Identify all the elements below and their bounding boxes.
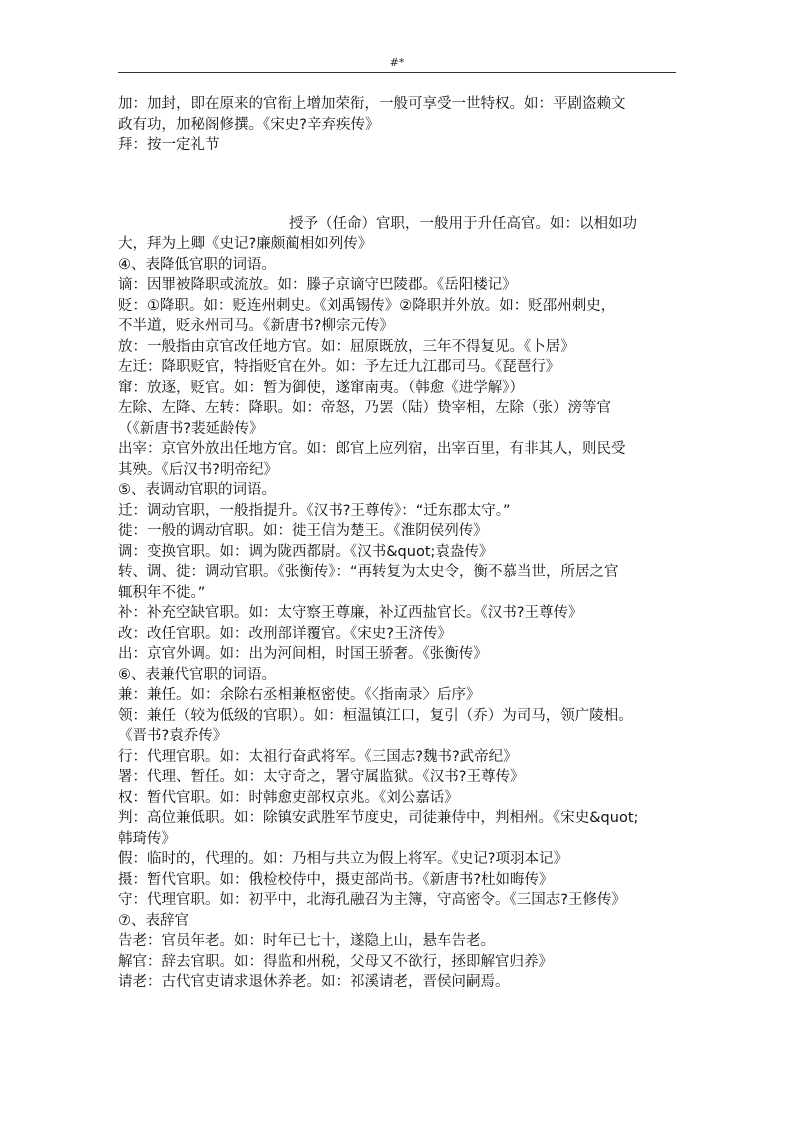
text-line: 假：临时的，代理的。如：乃相与共立为假上将军。《史记?项羽本记》 bbox=[118, 851, 568, 867]
text-line: 解官：辞去官职。如：得监和州税，父母又不欲行，拯即解官归养》 bbox=[118, 953, 553, 970]
text-line: 出宰：京官外放出任地方官。如：郎官上应列宿，出宰百里，有非其人，则民受 bbox=[118, 441, 626, 457]
text-line: 告老：官员年老。如：时年已七十，遂隐上山，悬车告老。 bbox=[118, 933, 495, 949]
text-line: 窜：放逐，贬官。如：暂为御使，遂窜南夷。（韩愈《进学解》） bbox=[118, 379, 524, 396]
text-line: 《晋书?袁乔传》 bbox=[118, 728, 228, 744]
text-line: 判：高位兼低职。如：除镇安武胜军节度史，司徒兼侍中，判相州。《宋史&quot; bbox=[118, 810, 639, 826]
section-heading: ⑥、表兼代官职的词语。 bbox=[118, 666, 276, 683]
text-line: 调：变换官职。如：调为陇西都尉。《汉书&quot;袁盎传》 bbox=[118, 543, 494, 560]
text-line: 领：兼任（较为低级的官职）。如：桓温镇江口，复引（乔）为司马，领广陵相。 bbox=[118, 707, 633, 724]
text-line: 改：改任官职。如：改刑部详覆官。《宋史?王济传》 bbox=[118, 625, 452, 642]
section-heading: ⑤、表调动官职的词语。 bbox=[118, 482, 276, 498]
document-body bbox=[118, 94, 698, 993]
text-line: 出：京官外调。如：出为河间相，时国王骄奢。《张衡传》 bbox=[118, 646, 488, 662]
text-line: （《新唐书?裴延龄传》 bbox=[118, 420, 264, 437]
text-line: 其殃。《后汉书?明帝纪》 bbox=[118, 461, 278, 478]
text-line: 摄：暂代官职。如：俄检校侍中，摄吏部尚书。《新唐书?杜如晦传》 bbox=[118, 871, 554, 888]
text-line: 放：一般指由京官改任地方官。如：屈原既放，三年不得复见。《卜居》 bbox=[118, 338, 575, 355]
text-line: 署：代理、暂任。如：太守奇之，署守属监狱。《汉书?王尊传》 bbox=[118, 769, 525, 785]
page-header: #* bbox=[389, 56, 405, 69]
text-line: 补：补充空缺官职。如：太守察王尊廉，补辽西盐官长。《汉书?王尊传》 bbox=[118, 605, 583, 621]
text-line: 请老：古代官吏请求退休养老。如：祁溪请老，晋侯问嗣焉。 bbox=[118, 974, 510, 990]
text-line: 守：代理官职。如：初平中，北海孔融召为主簿，守高密令。《三国志?王修传》 bbox=[118, 892, 626, 908]
text-line: 谪：因罪被降职或流放。如：滕子京谪守巴陵郡。《岳阳楼记》 bbox=[118, 277, 517, 293]
text-line: 迁：调动官职，一般指提升。《汉书?王尊传》：“迁东郡太守。” bbox=[118, 502, 511, 519]
text-line: 权：暂代官职。如：时韩愈吏部权京兆。《刘公嘉话》 bbox=[118, 789, 459, 806]
text-line: 左迁：降职贬官，特指贬官在外。如：予左迁九江郡司马。《琵琶行》 bbox=[118, 359, 561, 375]
text-line: 转、调、徙：调动官职。《张衡传》：“再转复为太史令，衡不慕当世，所居之官 bbox=[118, 564, 619, 580]
section-heading: ⑦、表辞官 bbox=[118, 912, 189, 929]
text-line: 授予（任命）官职，一般用于升任高官。如：以相如功 bbox=[289, 215, 637, 232]
text-line: 大，拜为上卿《史记?廉颇蔺相如列传》 bbox=[118, 236, 373, 252]
text-line: 辄积年不徙。” bbox=[118, 584, 206, 601]
text-line: 韩琦传》 bbox=[118, 830, 176, 847]
section-heading: ④、表降低官职的词语。 bbox=[118, 256, 276, 273]
text-line: 左除、左降、左转：降职。如：帝怒，乃罢（陆）贽宰相，左除（张）滂等官 bbox=[118, 400, 611, 416]
header-divider bbox=[118, 72, 676, 73]
text-line: 徙：一般的调动官职。如：徙王信为楚王。《淮阴侯列传》 bbox=[118, 523, 488, 539]
text-line: 政有功，加秘阁修撰。《宋史?辛弃疾传》 bbox=[118, 116, 380, 133]
text-line: 加：加封，即在原来的官衔上增加荣衔，一般可享受一世特权。如：平剧盗赖文 bbox=[118, 96, 626, 112]
text-line: 贬：①降职。如：贬连州刺史。《刘禹锡传》②降职并外放。如：贬邵州刺史， bbox=[118, 297, 616, 314]
text-line: 行：代理官职。如：太祖行奋武将军。《三国志?魏书?武帝纪》 bbox=[118, 748, 518, 765]
blank-space bbox=[118, 156, 698, 214]
text-line: 拜：按一定礼节 bbox=[118, 137, 220, 153]
text-line: 兼：兼任。如：余除右丞相兼枢密使。《〈指南录〉后序》 bbox=[118, 687, 481, 703]
text-line: 不半道，贬永州司马。《新唐书?柳宗元传》 bbox=[118, 318, 394, 334]
